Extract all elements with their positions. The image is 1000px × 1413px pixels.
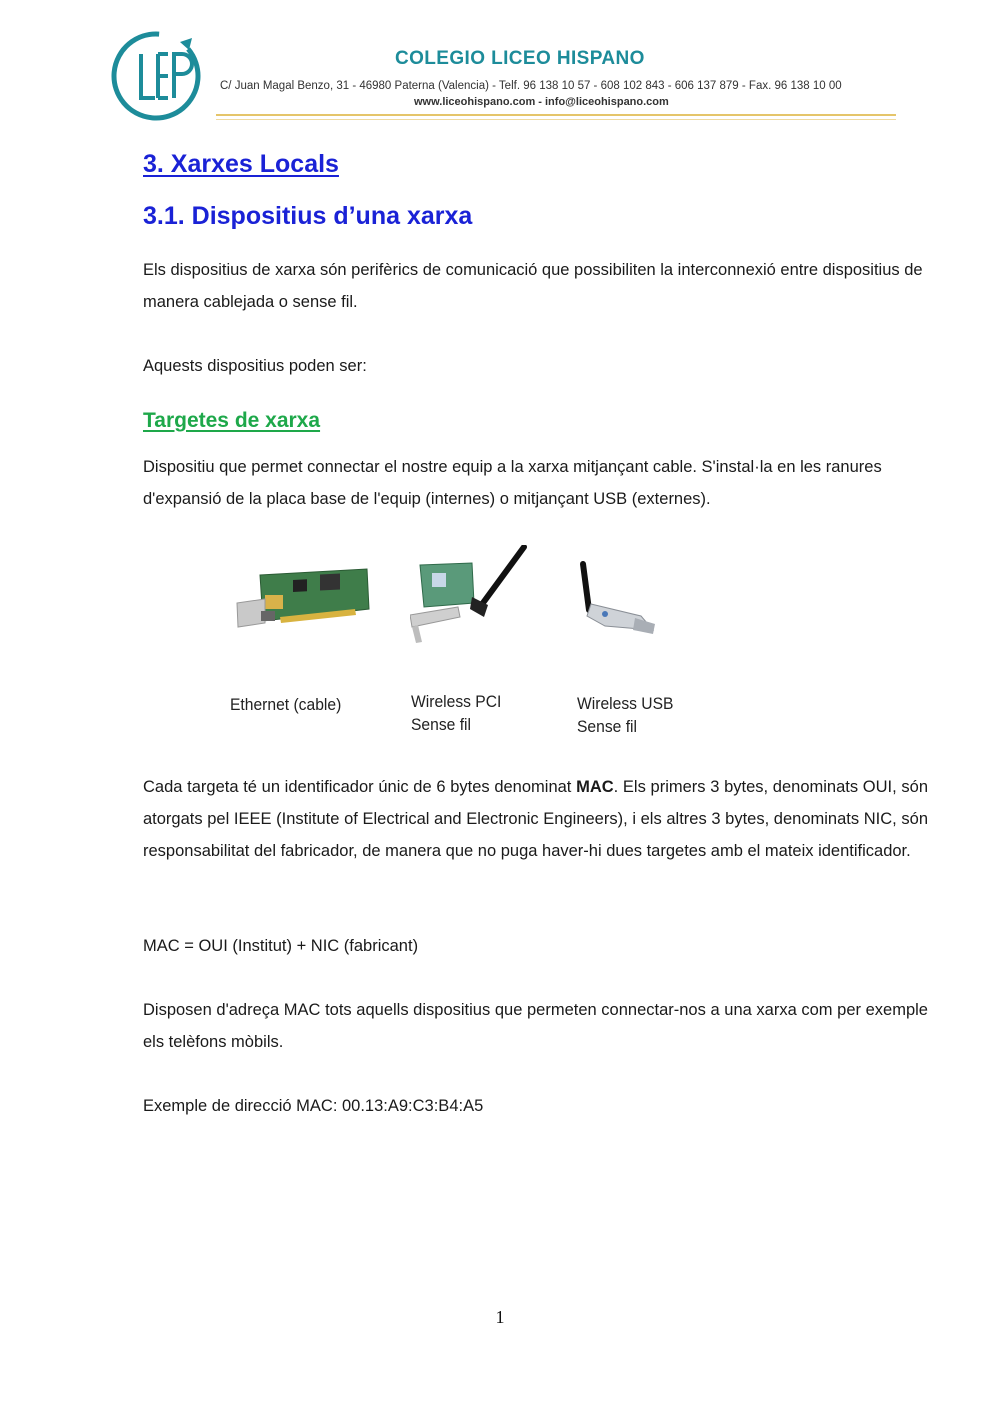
section-subtitle: 3.1. Dispositius d’una xarxa (143, 202, 473, 230)
wireless-usb-adapter-icon (575, 560, 660, 640)
devices-lead: Aquests dispositius poden ser: (143, 357, 367, 375)
school-web: www.liceohispano.com - info@liceohispano.com (414, 96, 669, 108)
page-number: 1 (495, 1307, 505, 1327)
mac-term: MAC (576, 778, 614, 796)
page-title: 3. Xarxes Locals (143, 150, 339, 178)
mac-paragraph (143, 771, 928, 867)
section-description: Dispositiu que permet connectar el nostre equip a la xarxa mitjançant cable. S'instal·la en les ranures d'expansió de la placa base de l'equip (internes) o mitjançant USB (externes). (143, 458, 882, 508)
section-heading: Targetes de xarxa (143, 409, 321, 432)
card-caption-wireless-pci (411, 690, 501, 736)
letterhead (108, 28, 898, 124)
card-caption-line1: Wireless PCI (411, 692, 502, 711)
mac-text-after: . Els primers 3 bytes, denominats OUI, són atorgats pel IEEE (Institute of Electrical and Electronic Engineers), i els altres 3 bytes, denominats NIC, són responsabilitat del fabricador, de manera que no puga haver-hi dues targetes amb el mateix identificador. (143, 778, 929, 860)
card-caption-wireless-usb (577, 692, 673, 738)
mac-devices-paragraph: Disposen d'adreça MAC tots aquells dispositius que permeten connectar-nos a una xarxa com per exemple els telèfons mòbils. (143, 1001, 928, 1051)
school-name: COLEGIO LICEO HISPANO (395, 48, 645, 69)
header-rule-thin (216, 119, 896, 120)
mac-example: Exemple de direcció MAC: 00.13:A9:C3:B4:A5 (143, 1097, 484, 1115)
ethernet-card-icon (235, 565, 370, 635)
card-caption-line2: Sense fil (411, 715, 471, 734)
school-logo-icon (108, 28, 206, 124)
mac-formula: MAC = OUI (Institut) + NIC (fabricant) (143, 937, 419, 955)
card-caption-line2: Sense fil (577, 717, 637, 736)
card-caption-line1: Wireless USB (577, 694, 674, 713)
intro-paragraph: Els dispositius de xarxa són perifèrics de comunicació que possibiliten la interconnexió entre dispositius de manera cablejada o sense fil. (143, 261, 923, 311)
school-address: C/ Juan Magal Benzo, 31 - 46980 Paterna (Valencia) - Telf. 96 138 10 57 - 608 102 843 - 606 137 879 - Fax. 96 138 10 00 (220, 80, 842, 92)
mac-text-before: Cada targeta té un identificador únic de 6 bytes denominat (143, 778, 577, 796)
card-caption-line1: Ethernet (cable) (230, 695, 342, 714)
wireless-pci-card-icon (410, 545, 530, 645)
header-rule (216, 114, 896, 116)
card-caption-ethernet (230, 693, 341, 716)
